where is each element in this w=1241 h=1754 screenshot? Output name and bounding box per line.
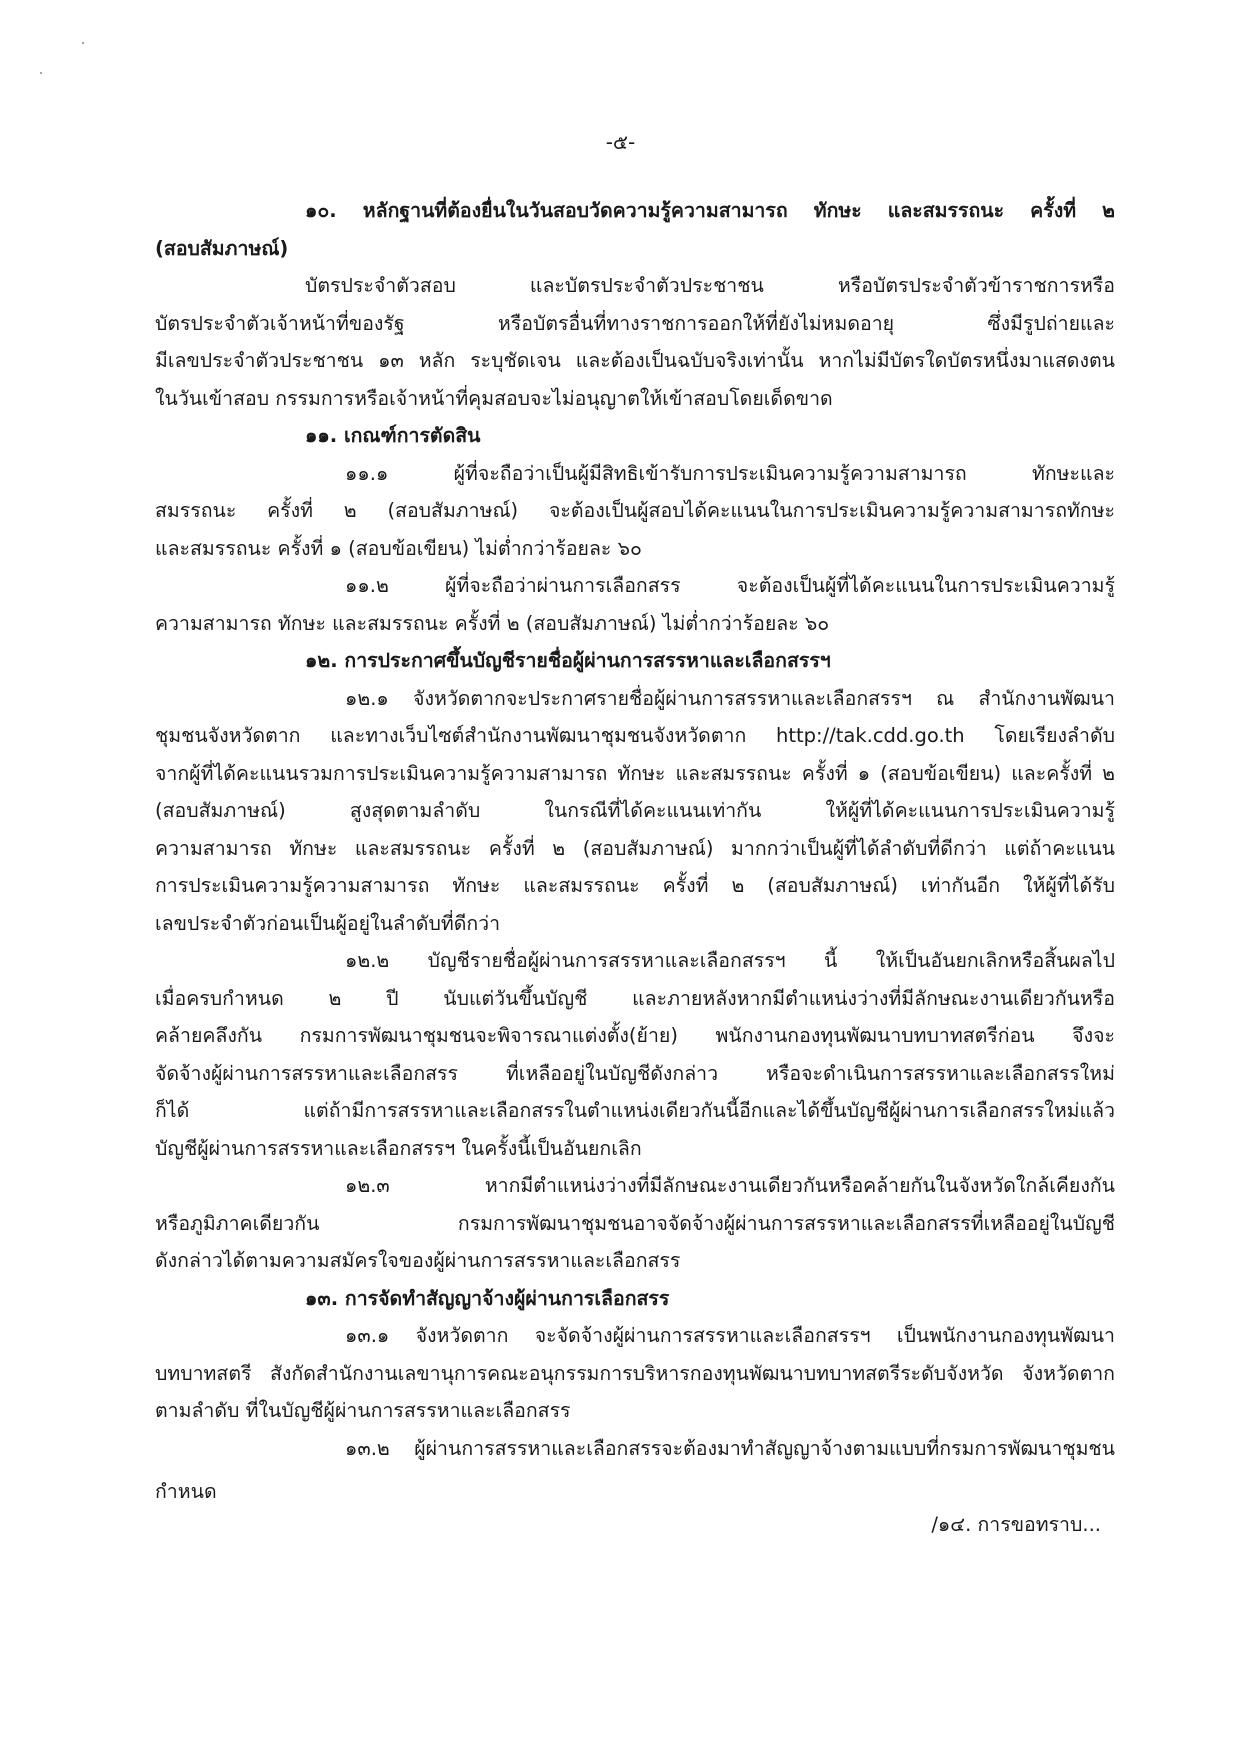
paragraph-line: ความสามารถ ทักษะ และสมรรถนะ ครั้งที่ ๒ (สอบสัมภาษณ์) มากกว่าเป็นผู้ที่ได้ลำดับที่ดีกว่า แต่ถ้าคะแนน: [155, 836, 1115, 860]
section-10-heading-cont: (สอบสัมภาษณ์): [155, 236, 289, 260]
paragraph-line: ก็ได้ แต่ถ้ามีการสรรหาและเลือกสรรในตำแหน่งเดียวกันนี้อีกและได้ขึ้นบัญชีผู้ผ่านการเลือกสรรใหม่แล้ว: [155, 1099, 1115, 1122]
section-12-heading: ๑๒. การประกาศขึ้นบัญชีรายชื่อผู้ผ่านการสรรหาและเลือกสรรฯ: [305, 649, 831, 672]
paragraph-line: ๑๑.๑ ผู้ที่จะถือว่าเป็นผู้มีสิทธิเข้ารับการประเมินความรู้ความสามารถ ทักษะและ: [345, 461, 1115, 485]
paragraph-line: ๑๒.๓ หากมีตำแหน่งว่างที่มีลักษณะงานเดียวกันหรือคล้ายกันในจังหวัดใกล้เคียงกัน: [345, 1174, 1115, 1197]
paragraph-line: คล้ายคลึงกัน กรมการพัฒนาชุมชนจะพิจารณาแต่งตั้ง(ย้าย) พนักงานกองทุนพัฒนาบทบาทสตรีก่อน จึงจะ: [155, 1024, 1115, 1047]
scan-speck: [82, 42, 84, 44]
section-10: [155, 192, 1115, 417]
paragraph-line: จัดจ้างผู้ผ่านการสรรหาและเลือกสรร ที่เหลืออยู่ในบัญชีดังกล่าว หรือจะดำเนินการสรรหาและเลือกสรรใหม่: [155, 1061, 1115, 1085]
page-number: -๕-: [605, 130, 636, 154]
paragraph-line: บัตรประจำตัวเจ้าหน้าที่ของรัฐ หรือบัตรอื่นที่ทางราชการออกให้ที่ยังไม่หมดอายุ ซึ่งมีรูปถ่ายและ: [155, 311, 1115, 335]
paragraph-line: สมรรถนะ ครั้งที่ ๒ (สอบสัมภาษณ์) จะต้องเป็นผู้สอบได้คะแนนในการประเมินความรู้ความสามารถทักษะ: [155, 499, 1115, 522]
paragraph-line: ๑๓.๒ ผู้ผ่านการสรรหาและเลือกสรรจะต้องมาทำสัญญาจ้างตามแบบที่กรมการพัฒนาชุมชน: [345, 1436, 1115, 1460]
paragraph-line: ชุมชนจังหวัดตาก และทางเว็บไซต์สำนักงานพัฒนาชุมชนจังหวัดตาก http://tak.cdd.go.th โดยเรียงลำดับ: [155, 724, 1115, 747]
paragraph-line: มีเลขประจำตัวประชาชน ๑๓ หลัก ระบุชัดเจน และต้องเป็นฉบับจริงเท่านั้น หากไม่มีบัตรใดบัตรหนึ่งมาแสดงตน: [155, 349, 1115, 372]
section-11: [155, 417, 1115, 642]
paragraph-line: บัญชีผู้ผ่านการสรรหาและเลือกสรรฯ ในครั้งนี้เป็นอันยกเลิก: [155, 1136, 642, 1160]
paragraph-line: บัตรประจำตัวสอบ และบัตรประจำตัวประชาชน หรือบัตรประจำตัวข้าราชการหรือ: [305, 274, 1115, 297]
paragraph-line: ๑๓.๑ จังหวัดตาก จะจัดจ้างผู้ผ่านการสรรหาและเลือกสรรฯ เป็นพนักงานกองทุนพัฒนา: [345, 1324, 1115, 1347]
paragraph-line: และสมรรถนะ ครั้งที่ ๑ (สอบข้อเขียน) ไม่ต่ำกว่าร้อยละ ๖๐: [155, 536, 642, 560]
scan-speck: [40, 72, 42, 74]
paragraph-line: บทบาทสตรี สังกัดสำนักงานเลขานุการคณะอนุกรรมการบริหารกองทุนพัฒนาบทบาทสตรีระดับจังหวัด จังหวัดตาก: [155, 1361, 1115, 1385]
paragraph-line: เมื่อครบกำหนด ๒ ปี นับแต่วันขึ้นบัญชี และภายหลังหากมีตำแหน่งว่างที่มีลักษณะงานเดียวกันหรือ: [155, 986, 1115, 1010]
paragraph-line: จากผู้ที่ได้คะแนนรวมการประเมินความรู้ความสามารถ ทักษะ และสมรรถนะ ครั้งที่ ๑ (สอบข้อเขียน) และครั้งที่ ๒: [155, 761, 1115, 785]
paragraph-line: (สอบสัมภาษณ์) สูงสุดตามลำดับ ในกรณีที่ได้คะแนนเท่ากัน ให้ผู้ที่ได้คะแนนการประเมินความรู้: [155, 799, 1115, 822]
paragraph-line: หรือภูมิภาคเดียวกัน กรมการพัฒนาชุมชนอาจจัดจ้างผู้ผ่านการสรรหาและเลือกสรรที่เหลืออยู่ในบัญชี: [155, 1211, 1115, 1235]
section-11-heading: ๑๑. เกณฑ์การตัดสิน: [305, 424, 481, 447]
section-12: [155, 642, 1115, 1280]
paragraph-line: กำหนด: [155, 1480, 217, 1503]
paragraph-line: ในวันเข้าสอบ กรรมการหรือเจ้าหน้าที่คุมสอบจะไม่อนุญาตให้เข้าสอบโดยเด็ดขาด: [155, 386, 833, 410]
continuation-reference: /๑๔. การขอทราบ...: [931, 1513, 1101, 1536]
paragraph-line: ๑๒.๒ บัญชีรายชื่อผู้ผ่านการสรรหาและเลือกสรรฯ นี้ ให้เป็นอันยกเลิกหรือสิ้นผลไป: [345, 949, 1115, 972]
paragraph-line: ดังกล่าวได้ตามความสมัครใจของผู้ผ่านการสรรหาและเลือกสรร: [155, 1249, 681, 1272]
paragraph-line: การประเมินความรู้ความสามารถ ทักษะ และสมรรถนะ ครั้งที่ ๒ (สอบสัมภาษณ์) เท่ากันอีก ให้ผู้ที่ได้รับ: [155, 874, 1115, 897]
paragraph-line: ตามลำดับ ที่ในบัญชีผู้ผ่านการสรรหาและเลือกสรร: [155, 1399, 571, 1422]
paragraph-line: ๑๒.๑ จังหวัดตากจะประกาศรายชื่อผู้ผ่านการสรรหาและเลือกสรรฯ ณ สำนักงานพัฒนา: [345, 686, 1115, 710]
section-13: [155, 1280, 1115, 1511]
section-13-heading: ๑๓. การจัดทำสัญญาจ้างผู้ผ่านการเลือกสรร: [305, 1286, 670, 1310]
paragraph-line: ๑๑.๒ ผู้ที่จะถือว่าผ่านการเลือกสรร จะต้องเป็นผู้ที่ได้คะแนนในการประเมินความรู้: [345, 574, 1115, 597]
paragraph-line: เลขประจำตัวก่อนเป็นผู้อยู่ในลำดับที่ดีกว่า: [155, 911, 501, 935]
document-body: [155, 192, 1115, 1511]
section-10-heading: ๑๐. หลักฐานที่ต้องยื่นในวันสอบวัดความรู้ความสามารถ ทักษะ และสมรรถนะ ครั้งที่ ๒: [305, 199, 1115, 222]
paragraph-line: ความสามารถ ทักษะ และสมรรถนะ ครั้งที่ ๒ (สอบสัมภาษณ์) ไม่ต่ำกว่าร้อยละ ๖๐: [155, 611, 830, 635]
